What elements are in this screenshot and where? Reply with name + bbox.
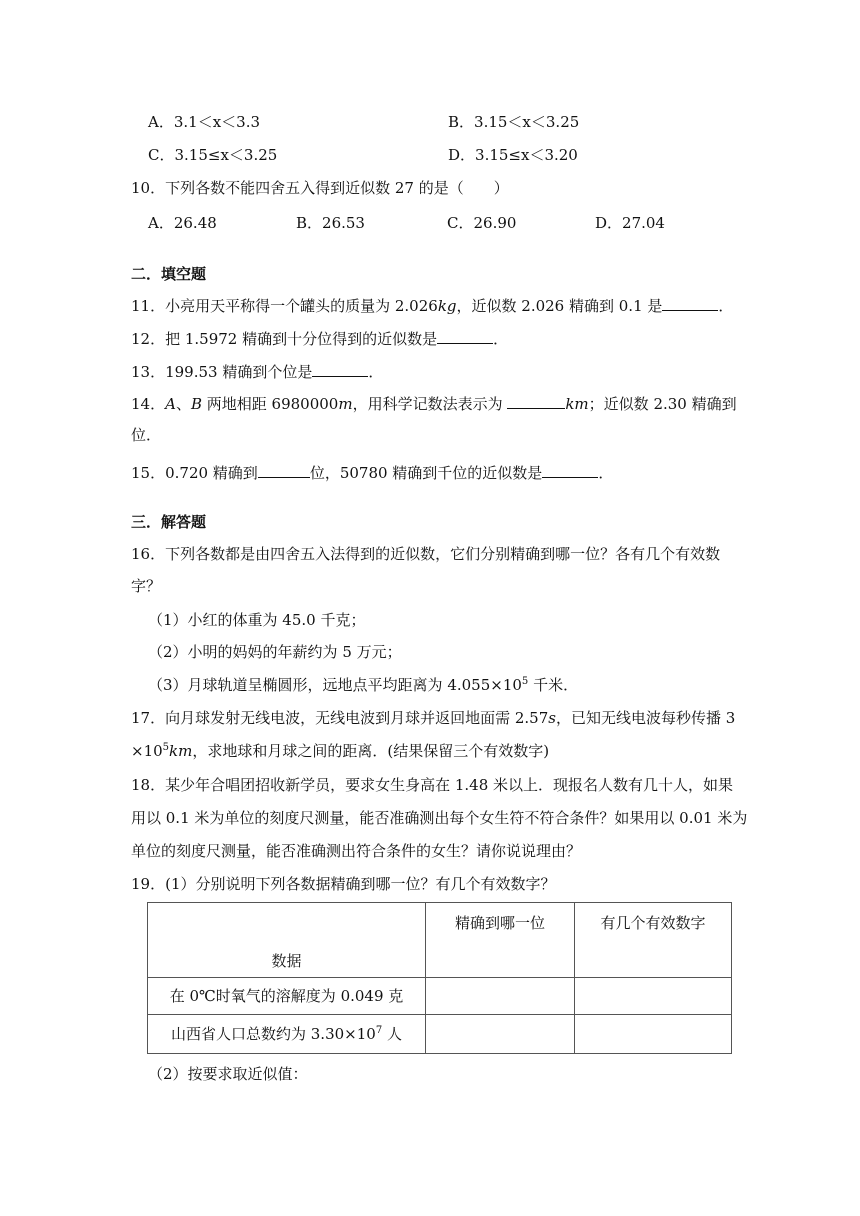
q11: 11．小亮用天平称得一个罐头的质量为 2.026kg，近似数 2.026 精确到 0.1 是 ． xyxy=(131,297,734,315)
q9-option-c: C．3.15≤x＜3.25 xyxy=(148,146,278,164)
q16-line1: 16．下列各数都是由四舍五入法得到的近似数，它们分别精确到哪一位？各有几个有效数 xyxy=(131,545,721,563)
q18-line3: 单位的刻度尺测量，能否准确测出符合条件的女生？请你说说理由？ xyxy=(131,842,582,860)
section-solve-heading: 三．解答题 xyxy=(131,513,207,531)
q10-option-b: B．26.53 xyxy=(296,214,365,232)
q16-line2: 字？ xyxy=(131,577,162,595)
q9-option-a: A．3.1＜x＜3.3 xyxy=(148,113,261,131)
q19-data-table xyxy=(147,902,732,1054)
table-row2-sig-cell[interactable] xyxy=(575,1015,732,1054)
q14-line2: 位． xyxy=(131,426,162,444)
q10-option-a: A．26.48 xyxy=(148,214,217,232)
table-header-sig-figs: 有几个有效数字 xyxy=(575,903,732,978)
q10-option-c: C．26.90 xyxy=(447,214,517,232)
answer-blank[interactable] xyxy=(258,462,310,478)
q17-line1: 17．向月球发射无线电波，无线电波到月球并返回地面需 2.57s，已知无线电波每秒传播 3 xyxy=(131,709,736,727)
q9-option-d: D．3.15≤x＜3.20 xyxy=(448,146,578,164)
table-header-place: 精确到哪一位 xyxy=(426,903,575,978)
q12: 12．把 1.5972 精确到十分位得到的近似数是 ． xyxy=(131,330,509,348)
answer-blank[interactable] xyxy=(507,393,565,409)
answer-blank[interactable] xyxy=(662,295,718,311)
q13: 13．199.53 精确到个位是 ． xyxy=(131,363,384,381)
q19-line1: 19．(1）分别说明下列各数据精确到哪一位？有几个有效数字？ xyxy=(131,875,556,893)
q19-part2: （2）按要求取近似值： xyxy=(148,1065,308,1083)
answer-blank[interactable] xyxy=(312,361,368,377)
section-fill-in-heading: 二．填空题 xyxy=(131,265,207,283)
q17-line2: $\times 10^5km$，求地球和月球之间的距离．(结果保留三个有效数字) xyxy=(131,742,550,760)
q10-option-d: D．27.04 xyxy=(595,214,665,232)
q18-line1: 18．某少年合唱团招收新学员，要求女生身高在 1.48 米以上．现报名人数有几十人，如果 xyxy=(131,776,734,794)
q16-part3: （3）月球轨道呈椭圆形，远地点平均距离为 $4.055\times 10^5$ 千米． xyxy=(148,676,579,694)
q16-part1: （1）小红的体重为 45.0 千克； xyxy=(148,611,366,629)
q9-option-b: B．3.15＜x＜3.25 xyxy=(448,113,580,131)
answer-blank[interactable] xyxy=(542,462,598,478)
q16-part2: （2）小明的妈妈的年薪约为 5 万元； xyxy=(148,643,402,661)
table-row1-data: 在 0℃时氧气的溶解度为 0.049 克 xyxy=(148,978,426,1015)
table-row1-sig-cell[interactable] xyxy=(575,978,732,1015)
q10-stem: 10．下列各数不能四舍五入得到近似数 27 的是（ ） xyxy=(131,179,509,197)
table-row2-data: 山西省人口总数约为 $3.30\times 10^7$ 人 xyxy=(148,1015,426,1054)
table-row2-place-cell[interactable] xyxy=(426,1015,575,1054)
q18-line2: 用以 0.1 米为单位的刻度尺测量，能否准确测出每个女生符不符合条件？如果用以 0.01 米为 xyxy=(131,809,748,827)
answer-blank[interactable] xyxy=(437,328,493,344)
table-header-data: 数据 xyxy=(148,903,426,978)
table-row1-place-cell[interactable] xyxy=(426,978,575,1015)
q14-line1: 14．A、B 两地相距 6980000m，用科学记数法表示为 km；近似数 2.30 精确到 xyxy=(131,395,737,413)
q15: 15．0.720 精确到 位，50780 精确到千位的近似数是 ． xyxy=(131,464,614,482)
